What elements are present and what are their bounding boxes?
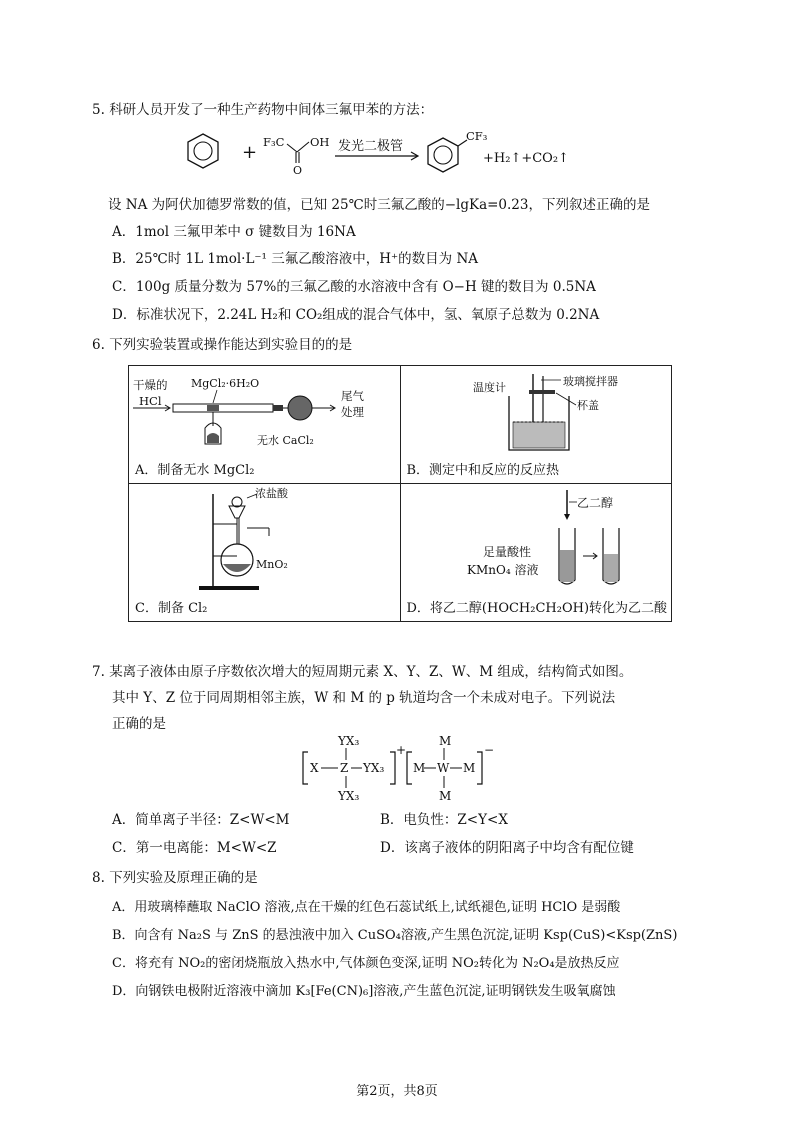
cation-center: Z bbox=[340, 761, 349, 775]
apparatus-a-diagram bbox=[129, 366, 371, 458]
q6-caption-c: C．制备 Cl₂ bbox=[135, 601, 208, 616]
apparatus-b-diagram bbox=[401, 366, 671, 458]
cation-right: YX₃ bbox=[363, 761, 385, 775]
anion-left: M bbox=[413, 761, 426, 775]
product-cf3: CF₃ bbox=[466, 129, 488, 143]
q7-structure-diagram bbox=[300, 732, 500, 804]
cation-top: YX₃ bbox=[338, 734, 360, 748]
q8-option-a: A．用玻璃棒蘸取 NaClO 溶液,点在干燥的红色石蕊试纸上,试纸褪色,证明 HClO 是弱酸 bbox=[112, 900, 621, 915]
q6-cell-a bbox=[129, 366, 401, 484]
label-mgcl2: MgCl₂·6H₂O bbox=[191, 377, 260, 390]
cation-left: X bbox=[310, 761, 319, 775]
cation-bottom: YX₃ bbox=[338, 789, 360, 803]
reaction-byproducts: +H₂↑+CO₂↑ bbox=[483, 151, 569, 166]
q5-option-d: D．标准状况下，2.24L H₂和 CO₂组成的混合气体中，氢、氧原子总数为 0.2NA bbox=[112, 307, 600, 323]
q8-option-d: D．向钢铁电极附近溶液中滴加 K₃[Fe(CN)₆]溶液,产生蓝色沉淀,证明钢铁发生吸氧腐蚀 bbox=[112, 984, 616, 999]
q7-stem-line-2: 其中 Y、Z 位于同周期相邻主族，W 和 M 的 p 轨道均含一个未成对电子。下列说法 bbox=[112, 690, 616, 706]
q8-number: 8. bbox=[92, 870, 105, 886]
q6-apparatus-table bbox=[128, 365, 672, 622]
anion-right: M bbox=[463, 761, 476, 775]
trifluorotoluene-icon bbox=[428, 138, 467, 172]
q7-option-c: C．第一电离能：M<W<Z bbox=[112, 840, 277, 856]
q6-caption-d: D．将乙二醇(HOCH₂CH₂OH)转化为乙二酸 bbox=[406, 601, 668, 616]
q7-stem-line-1 bbox=[92, 660, 632, 680]
label-glycol: 乙二醇 bbox=[576, 496, 613, 510]
label-mno2: MnO₂ bbox=[256, 558, 288, 571]
cation-charge: + bbox=[396, 743, 407, 757]
label-tailgas: 尾气 bbox=[341, 389, 364, 403]
label-kmno4: KMnO₄ 溶液 bbox=[466, 563, 538, 577]
apparatus-d-diagram bbox=[401, 484, 671, 596]
label-hcl-conc: 浓盐酸 bbox=[255, 487, 288, 500]
reaction-plus: + bbox=[242, 142, 258, 163]
label-stirrer: 玻璃搅拌器 bbox=[562, 375, 618, 388]
q5-given: 设 NA 为阿伏加德罗常数的值，已知 25℃时三氟乙酸的−lgKa=0.23，下列叙述正确的是 bbox=[108, 197, 650, 213]
q6-stem: 下列实验装置或操作能达到实验目的的是 bbox=[109, 337, 353, 353]
q8-option-b: B．向含有 Na₂S 与 ZnS 的悬浊液中加入 CuSO₄溶液,产生黑色沉淀,证明 Ksp(CuS)<Ksp(ZnS) bbox=[112, 928, 678, 943]
q6-caption-a: A．制备无水 MgCl₂ bbox=[135, 463, 255, 478]
q5-stem: 科研人员开发了一种生产药物中间体三氟甲苯的方法： bbox=[109, 102, 434, 118]
page-footer: 第2页，共8页 bbox=[356, 1084, 438, 1099]
reagent-oh: OH bbox=[310, 135, 330, 149]
reagent-o: O bbox=[293, 164, 303, 177]
label-thermometer: 温度计 bbox=[472, 381, 506, 394]
q6-cell-b bbox=[400, 366, 672, 484]
q6-caption-b: B．测定中和反应的反应热 bbox=[406, 463, 560, 478]
q7-option-d: D．该离子液体的阴阳离子中均含有配位键 bbox=[380, 840, 634, 856]
q7-number: 7. bbox=[92, 664, 105, 680]
reagent-cf3: F₃C bbox=[263, 135, 285, 149]
q5-option-a: A．1mol 三氟甲苯中 σ 键数目为 16NA bbox=[112, 224, 356, 240]
q5-number: 5. bbox=[92, 102, 105, 118]
q6-stem-line bbox=[92, 333, 352, 353]
q8-stem-line bbox=[92, 866, 258, 886]
benzene-ring-icon bbox=[188, 134, 218, 168]
anion-center: W bbox=[437, 761, 450, 775]
label-cacl2: 无水 CaCl₂ bbox=[257, 434, 314, 447]
q5-reaction-diagram bbox=[185, 128, 615, 180]
label-dry: 干燥的 bbox=[133, 378, 168, 392]
anion-charge: − bbox=[484, 743, 495, 757]
q7-option-b: B．电负性：Z<Y<X bbox=[380, 812, 508, 828]
q6-cell-d bbox=[400, 484, 672, 622]
q5-option-c: C．100g 质量分数为 57%的三氟乙酸的水溶液中含有 O−H 键的数目为 0.5NA bbox=[112, 279, 596, 295]
anion-bottom: M bbox=[439, 789, 452, 803]
q7-stem-1: 某离子液体由原子序数依次增大的短周期元素 X、Y、Z、W、M 组成，结构简式如图。 bbox=[109, 664, 633, 680]
label-hcl: HCl bbox=[139, 394, 162, 408]
label-treat: 处理 bbox=[341, 405, 364, 419]
q7-option-a: A．简单离子半径：Z<W<M bbox=[112, 812, 290, 828]
q6-cell-c bbox=[129, 484, 401, 622]
q8-stem: 下列实验及原理正确的是 bbox=[109, 870, 258, 886]
label-lid: 杯盖 bbox=[576, 399, 599, 412]
q5-stem-line bbox=[92, 98, 433, 118]
label-excess-acidic: 足量酸性 bbox=[482, 545, 531, 559]
q5-option-b: B．25℃时 1L 1mol·L⁻¹ 三氟乙酸溶液中，H⁺的数目为 NA bbox=[112, 251, 479, 267]
apparatus-c-diagram bbox=[129, 484, 371, 596]
q7-stem-line-3: 正确的是 bbox=[112, 716, 166, 732]
reaction-condition: 发光二极管 bbox=[338, 139, 404, 154]
q6-number: 6. bbox=[92, 337, 105, 353]
q8-option-c: C．将充有 NO₂的密闭烧瓶放入热水中,气体颜色变深,证明 NO₂转化为 N₂O₄是放热反应 bbox=[112, 956, 620, 971]
anion-top: M bbox=[439, 734, 452, 748]
